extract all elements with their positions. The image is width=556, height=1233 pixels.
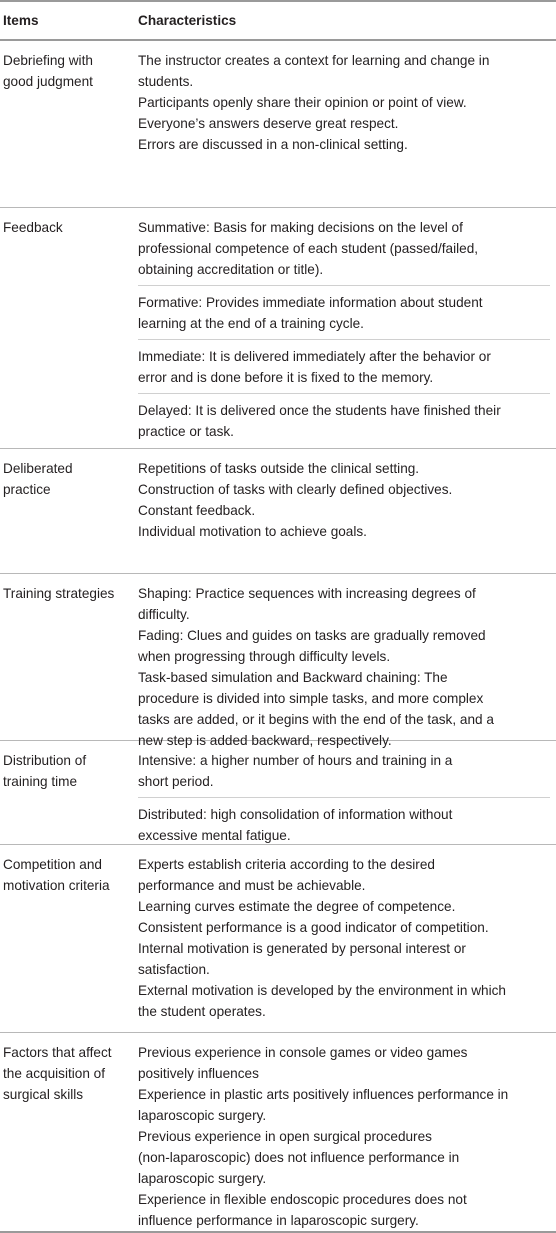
table-body — [0, 41, 556, 1233]
table-row — [0, 574, 556, 748]
item-text: Competition and — [3, 857, 102, 872]
characteristic-text: Experience in plastic arts positively influences performance in — [138, 1087, 509, 1102]
characteristic-text: Delayed: It is delivered once the students have finished their — [138, 403, 501, 418]
table-header — [0, 0, 556, 41]
characteristic-text: positively influences — [138, 1066, 259, 1081]
characteristic-text: Constant feedback. — [138, 503, 256, 518]
characteristic-text: new step is added backward, respectively. — [138, 733, 392, 748]
characteristic-text: learning at the end of a training cycle. — [138, 316, 364, 331]
characteristic-block — [138, 750, 550, 792]
item-text: Factors that affect — [3, 1045, 112, 1060]
characteristics-cell — [138, 458, 556, 573]
characteristic-text: obtaining accreditation or title). — [138, 262, 324, 277]
characteristic-text: Consistent performance is a good indicator of competition. — [138, 920, 489, 935]
item-text: surgical skills — [3, 1087, 84, 1102]
table-row — [0, 741, 556, 845]
item-text: training time — [3, 774, 78, 789]
item-cell — [0, 1042, 138, 1231]
item-text: practice — [3, 482, 51, 497]
characteristics-cell — [138, 750, 556, 844]
characteristic-text: Construction of tasks with clearly defined objectives. — [138, 482, 453, 497]
characteristic-text: Task-based simulation and Backward chaining: The — [138, 670, 448, 685]
item-text: Distribution of — [3, 753, 87, 768]
item-cell — [0, 217, 138, 448]
item-text: Training strategies — [3, 586, 115, 601]
characteristics-cell — [138, 217, 556, 448]
item-text: motivation criteria — [3, 878, 110, 893]
characteristic-text: Everyone’s answers deserve great respect. — [138, 116, 399, 131]
characteristic-text: Previous experience in console games or video games — [138, 1045, 468, 1060]
characteristic-text: the student operates. — [138, 1004, 266, 1019]
item-text: the acquisition of — [3, 1066, 106, 1081]
characteristic-block — [138, 50, 550, 155]
characteristic-text: Immediate: It is delivered immediately after the behavior or — [138, 349, 491, 364]
characteristics-cell — [138, 583, 556, 748]
characteristic-text: Internal motivation is generated by personal interest or — [138, 941, 466, 956]
characteristic-text: Previous experience in open surgical procedures — [138, 1129, 432, 1144]
item-cell — [0, 854, 138, 1032]
characteristic-block — [138, 285, 550, 334]
characteristic-block — [138, 458, 550, 542]
characteristic-text: Individual motivation to achieve goals. — [138, 524, 367, 539]
item-text: good judgment — [3, 74, 93, 89]
characteristic-text: laparoscopic surgery. — [138, 1171, 267, 1186]
table-row — [0, 449, 556, 574]
item-cell — [0, 583, 138, 740]
characteristic-text: Shaping: Practice sequences with increasing degrees of — [138, 586, 476, 601]
characteristic-text: laparoscopic surgery. — [138, 1108, 267, 1123]
characteristic-text: Distributed: high consolidation of information without — [138, 807, 453, 822]
item-text: Debriefing with — [3, 53, 93, 68]
characteristic-text: influence performance in laparoscopic surgery. — [138, 1213, 419, 1228]
characteristic-text: Experts establish criteria according to the desired — [138, 857, 435, 872]
characteristic-text: Summative: Basis for making decisions on the level of — [138, 220, 463, 235]
header-items: Items — [3, 13, 39, 28]
characteristic-text: professional competence of each student (passed/failed, — [138, 241, 479, 256]
characteristic-text: procedure is divided into simple tasks, and more complex — [138, 691, 484, 706]
characteristic-text: Repetitions of tasks outside the clinical setting. — [138, 461, 420, 476]
characteristics-cell — [138, 1042, 556, 1231]
characteristics-cell — [138, 50, 556, 207]
characteristic-block — [138, 583, 550, 751]
characteristic-text: Formative: Provides immediate information about student — [138, 295, 483, 310]
characteristic-text: error and is done before it is fixed to the memory. — [138, 370, 434, 385]
characteristic-text: External motivation is developed by the environment in which — [138, 983, 506, 998]
characteristic-text: when progressing through difficulty levels. — [138, 649, 391, 664]
characteristic-text: Participants openly share their opinion or point of view. — [138, 95, 467, 110]
item-text: Deliberated — [3, 461, 73, 476]
characteristic-text: excessive mental fatigue. — [138, 828, 291, 843]
item-text: Feedback — [3, 220, 63, 235]
characteristic-text: students. — [138, 74, 194, 89]
item-cell — [0, 50, 138, 207]
table-row — [0, 845, 556, 1033]
table-row — [0, 41, 556, 208]
item-cell — [0, 750, 138, 844]
characteristic-text: Experience in flexible endoscopic procedures does not — [138, 1192, 467, 1207]
characteristic-text: difficulty. — [138, 607, 190, 622]
table-row — [0, 208, 556, 449]
characteristics-cell — [138, 854, 556, 1032]
characteristic-text: Learning curves estimate the degree of competence. — [138, 899, 456, 914]
characteristic-text: The instructor creates a context for learning and change in — [138, 53, 490, 68]
characteristic-text: (non-laparoscopic) does not influence performance in — [138, 1150, 460, 1165]
characteristic-block — [138, 339, 550, 388]
characteristic-text: tasks are added, or it begins with the end of the task, and a — [138, 712, 494, 727]
characteristic-block — [138, 217, 550, 280]
characteristic-text: performance and must be achievable. — [138, 878, 366, 893]
characteristic-text: satisfaction. — [138, 962, 210, 977]
characteristic-text: Intensive: a higher number of hours and training in a — [138, 753, 453, 768]
characteristic-block — [138, 854, 550, 1022]
table-row — [0, 1033, 556, 1233]
characteristic-text: Fading: Clues and guides on tasks are gradually removed — [138, 628, 486, 643]
characteristic-text: Errors are discussed in a non-clinical setting. — [138, 137, 408, 152]
characteristic-text: practice or task. — [138, 424, 234, 439]
characteristic-block — [138, 797, 550, 846]
characteristic-block — [138, 393, 550, 442]
header-characteristics: Characteristics — [138, 13, 237, 28]
characteristic-block — [138, 1042, 550, 1231]
characteristic-text: short period. — [138, 774, 214, 789]
item-cell — [0, 458, 138, 573]
